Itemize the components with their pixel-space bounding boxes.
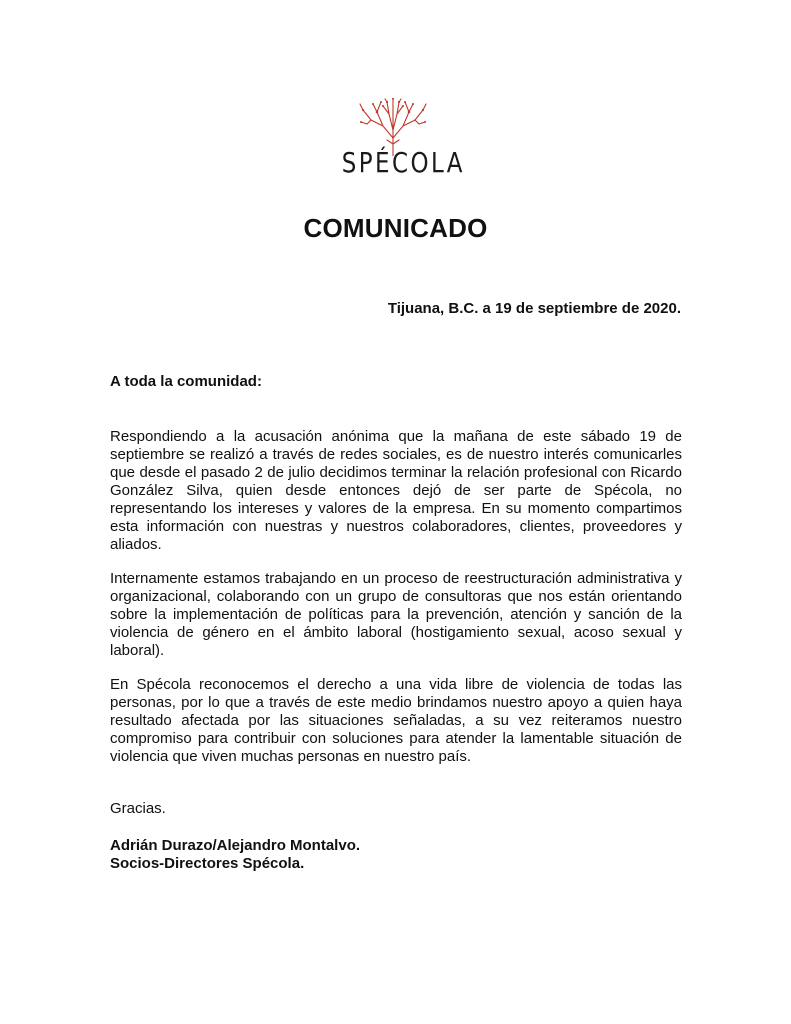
paragraph-2: Internamente estamos trabajando en un proceso de reestructuración administrativa y organizacional, colaborando con un grupo de consultoras que nos están orientando sobre la implementación de políticas para la prevención, atención y sanción de la violencia de género en el ámbito laboral (hostigamiento sexual, acoso sexual y laboral). <box>110 570 682 659</box>
dateline: Tijuana, B.C. a 19 de septiembre de 2020. <box>387 300 681 317</box>
paragraph-1: Respondiendo a la acusación anónima que la mañana de este sábado 19 de septiembre se realizó a través de redes sociales, es de nuestro interés comunicarles que desde el pasado 2 de julio decidimos terminar la relación profesional con Ricardo González Silva, quien desde entonces dejó de ser parte de Spécola, no representando los intereses y valores de la empresa. En su momento compartimos esta información con nuestras y nuestros colaboradores, clientes, proveedores y aliados. <box>110 428 682 553</box>
paragraph-3: En Spécola reconocemos el derecho a una vida libre de violencia de todas las personas, por lo que a través de este medio brindamos nuestro apoyo a quien haya resultado afectada por las situaciones señaladas, a su vez reiteramos nuestro compromiso para contribuir con soluciones para atender la lamentable situación de violencia que viven muchas personas en nuestro país. <box>110 676 682 765</box>
signature-names: Adrián Durazo/Alejandro Montalvo. <box>110 837 361 854</box>
closing: Gracias. <box>110 800 166 817</box>
page-title: COMUNICADO <box>303 213 488 243</box>
logo-wordmark: SPÉCOLA <box>341 146 465 179</box>
signature-role: Socios-Directores Spécola. <box>110 855 305 872</box>
salutation: A toda la comunidad: <box>110 373 262 390</box>
company-logo <box>330 98 465 188</box>
signature-block <box>110 837 360 873</box>
